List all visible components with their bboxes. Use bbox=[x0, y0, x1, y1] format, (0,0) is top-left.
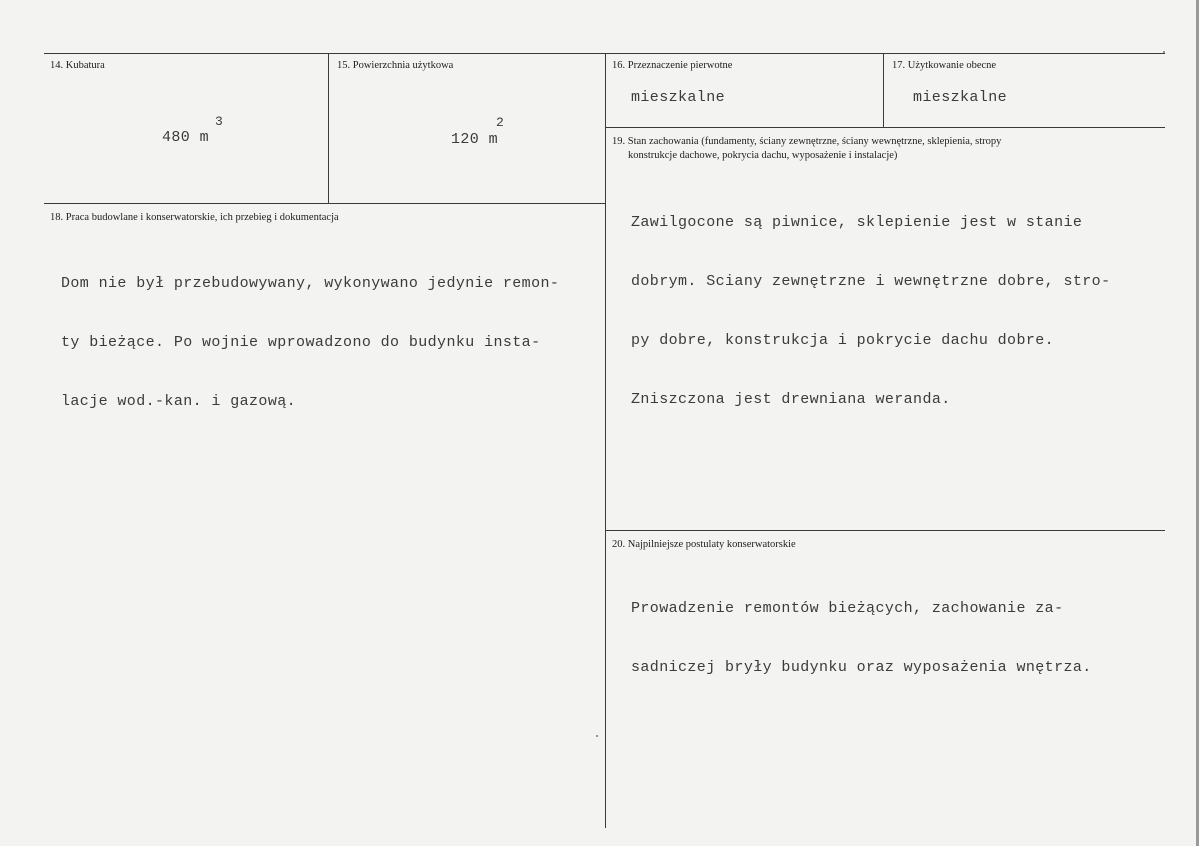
rule-above-20 bbox=[606, 530, 1165, 531]
prace-line: lacje wod.-kan. i gazową. bbox=[61, 393, 297, 410]
stan-line: Zniszczona jest drewniana weranda. bbox=[631, 391, 951, 408]
prace-text bbox=[61, 237, 559, 448]
stan-text bbox=[631, 176, 1110, 446]
rule-under-16-17 bbox=[606, 127, 1165, 128]
stan-line: Zawilgocone są piwnice, sklepienie jest w stanie bbox=[631, 214, 1083, 231]
uzytkowanie-value: mieszkalne bbox=[913, 89, 1008, 106]
stan-line: py dobre, konstrukcja i pokrycie dachu dobre. bbox=[631, 332, 1055, 349]
stan-label-line1: 19. Stan zachowania (fundamenty, ściany zewnętrzne, ściany wewnętrzne, sklepienia, stropy bbox=[612, 136, 1002, 147]
postulaty-line: Prowadzenie remontów bieżących, zachowanie za- bbox=[631, 600, 1064, 617]
scan-speck bbox=[596, 735, 598, 737]
powierzchnia-exponent: 2 bbox=[496, 115, 504, 130]
przeznaczenie-label: 16. Przeznaczenie pierwotne bbox=[612, 60, 733, 71]
rule-divider-16-17 bbox=[883, 53, 884, 128]
prace-line: ty bieżące. Po wojnie wprowadzono do budynku insta- bbox=[61, 334, 541, 351]
rule-divider-center bbox=[605, 53, 606, 828]
uzytkowanie-label: 17. Użytkowanie obecne bbox=[892, 60, 997, 71]
prace-label: 18. Praca budowlane i konserwatorskie, ich przebieg i dokumentacja bbox=[50, 212, 339, 223]
kubatura-value: 480 m bbox=[162, 129, 210, 146]
rule-divider-14-15 bbox=[328, 53, 329, 204]
postulaty-line: sadniczej bryły budynku oraz wyposażenia wnętrza. bbox=[631, 659, 1092, 676]
rule-under-14-15 bbox=[44, 203, 606, 204]
stan-line: dobrym. Sciany zewnętrzne i wewnętrzne dobre, stro- bbox=[631, 273, 1111, 290]
postulaty-text bbox=[631, 562, 1092, 714]
przeznaczenie-value: mieszkalne bbox=[631, 89, 726, 106]
stan-label-line2: konstrukcje dachowe, pokrycia dachu, wyposażenie i instalacje) bbox=[628, 150, 898, 161]
kubatura-exponent: 3 bbox=[215, 114, 223, 129]
powierzchnia-value: 120 m bbox=[451, 131, 499, 148]
scan-speck bbox=[1163, 51, 1165, 53]
prace-line: Dom nie był przebudowywany, wykonywano jedynie remon- bbox=[61, 275, 560, 292]
postulaty-label: 20. Najpilniejsze postulaty konserwatorskie bbox=[612, 539, 796, 550]
powierzchnia-label: 15. Powierzchnia użytkowa bbox=[337, 60, 454, 71]
kubatura-label: 14. Kubatura bbox=[50, 60, 105, 71]
